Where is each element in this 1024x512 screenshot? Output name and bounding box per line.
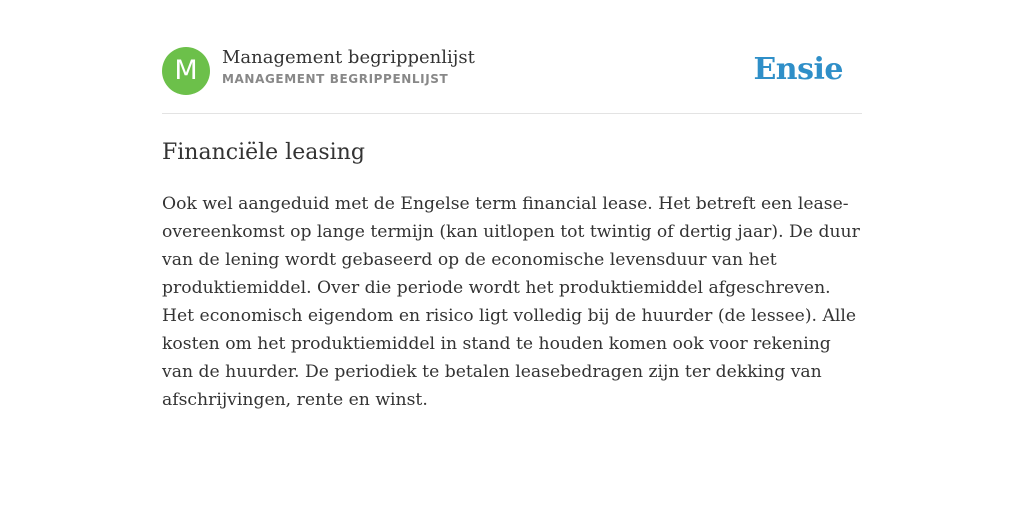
avatar[interactable]: M [162, 47, 210, 95]
header-titles [222, 47, 475, 86]
glossary-subtitle: MANAGEMENT BEGRIPPENLIJST [222, 72, 449, 86]
brand-logo[interactable]: Ensie [753, 52, 843, 87]
term-title: Financiële leasing [162, 140, 365, 165]
glossary-title[interactable]: Management begrippenlijst [222, 47, 475, 68]
term-definition: Ook wel aangeduid met de Engelse term financial lease. Het betreft een lease-overeenkomst op lange termijn (kan uitlopen tot twintig of dertig jaar). De duur van de lening wordt gebaseerd op de economische levensduur van het produktiemiddel. Over die periode wordt het produktiemiddel afgeschreven. Het economisch eigendom en risico ligt volledig bij de huurder (de lessee). Alle kosten om het produktiemiddel in stand te houden komen ook voor rekening van de huurder. De periodiek te betalen leasebedragen zijn ter dekking van afschrijvingen, rente en winst. [162, 194, 860, 410]
divider [162, 113, 862, 114]
header [162, 47, 862, 95]
